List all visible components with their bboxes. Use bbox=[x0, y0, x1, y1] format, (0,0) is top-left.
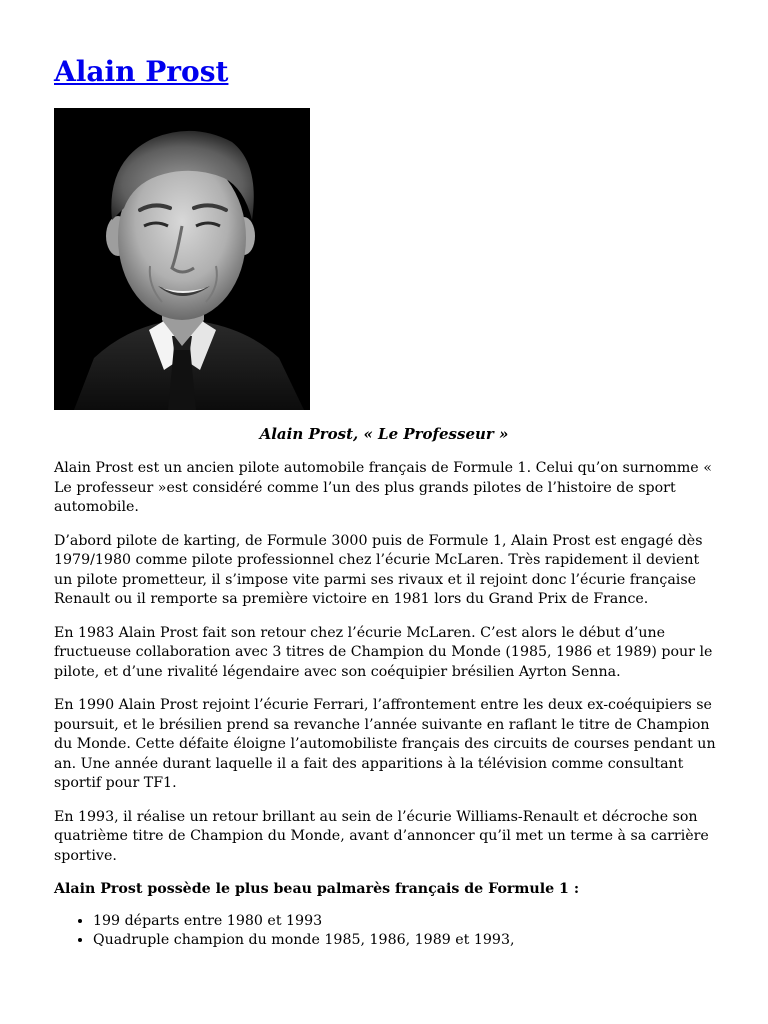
photo-caption: Alain Prost, « Le Professeur » bbox=[259, 425, 509, 443]
page-title bbox=[54, 52, 228, 92]
paragraph-mclaren: En 1983 Alain Prost fait son retour chez l’écurie McLaren. C’est alors le début d’une fructueuse collaboration avec 3 titres de Champion du Monde (1985, 1986 et 1989) pour le pilote, et d’une rivalité légendaire avec son coéquipier brésilien Ayrton Senna. bbox=[54, 624, 713, 680]
list-item: • Quadruple champion du monde 1985, 1986, 1989 et 1993, bbox=[93, 931, 718, 951]
article-body bbox=[54, 459, 718, 951]
palmares-list bbox=[54, 912, 718, 951]
portrait-image bbox=[54, 108, 310, 410]
palmares-heading: Alain Prost possède le plus beau palmarès français de Formule 1 : bbox=[54, 881, 580, 897]
portrait-photo bbox=[54, 108, 310, 410]
paragraph-williams: En 1993, il réalise un retour brillant au sein de l’écurie Williams-Renault et décroche son quatrième titre de Champion du Monde, avant d’annoncer qu’il met un terme à sa carrière sportive. bbox=[54, 808, 709, 864]
list-item: • 199 départs entre 1980 et 1993 bbox=[93, 912, 718, 932]
paragraph-intro: Alain Prost est un ancien pilote automobile français de Formule 1. Celui qu’on surnomme « Le professeur »est considéré comme l’un des plus grands pilotes de l’histoire de sport automobile. bbox=[54, 460, 712, 515]
paragraph-early-career: D’abord pilote de karting, de Formule 3000 puis de Formule 1, Alain Prost est engagé dès 1979/1980 comme pilote professionnel chez l’écurie McLaren. Très rapidement il devient un pilote prometteur, il s’impose vite parmi ses rivaux et il rejoint donc l’écurie française Renault ou il remporte sa première victoire en 1981 lors du Grand Prix de France. bbox=[54, 532, 703, 607]
paragraph-ferrari: En 1990 Alain Prost rejoint l’écurie Ferrari, l’affrontement entre les deux ex-coéquipiers se poursuit, et le brésilien prend sa revanche l’année suivante en raflant le titre de Champion du Monde. Cette défaite éloigne l’automobiliste français des circuits de courses pendant un an. Une année durant laquelle il a fait des apparitions à la télévision comme consultant sportif pour TF1. bbox=[54, 697, 716, 791]
title-link[interactable]: Alain Prost bbox=[54, 55, 229, 88]
